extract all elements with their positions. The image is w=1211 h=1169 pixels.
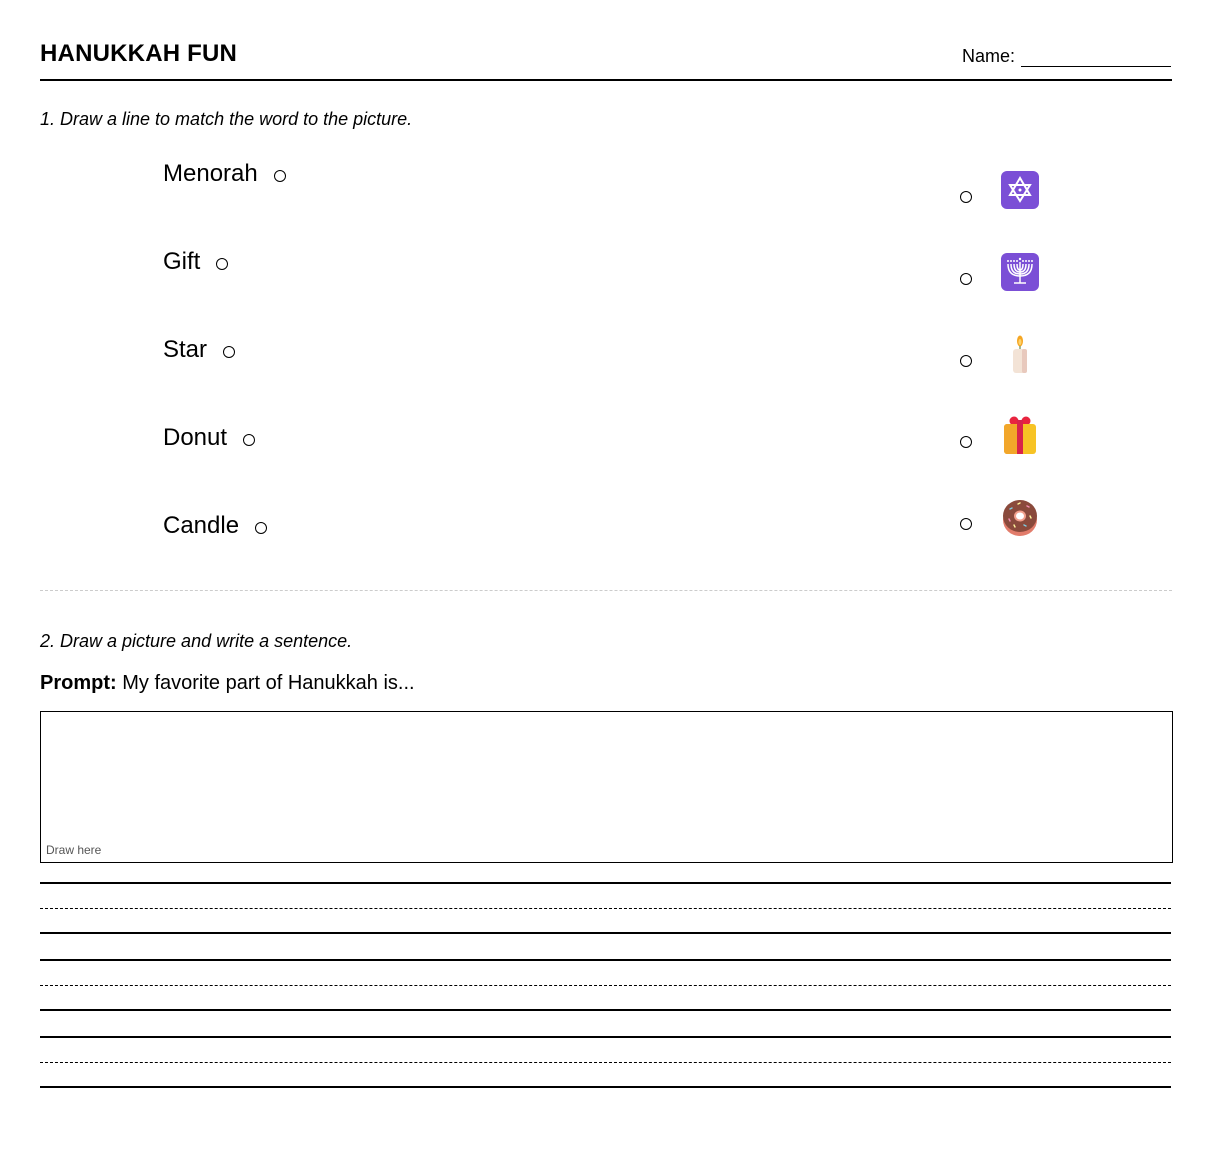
word-label: Star xyxy=(163,336,208,363)
picture-connector-dot[interactable] xyxy=(960,436,972,448)
word-connector-dot[interactable] xyxy=(255,522,267,534)
section2-instruction: 2. Draw a picture and write a sentence. xyxy=(40,631,353,651)
picture-connector-dot[interactable] xyxy=(960,355,972,367)
star-of-david-icon xyxy=(1000,170,1040,210)
match-word-menorah xyxy=(163,160,286,188)
name-field xyxy=(962,46,1171,67)
word-connector-dot[interactable] xyxy=(223,346,235,358)
word-label: Candle xyxy=(163,512,240,539)
match-word-gift xyxy=(163,248,228,276)
prompt-label: Prompt: xyxy=(40,672,117,694)
writing-line-base[interactable] xyxy=(40,1086,1171,1088)
picture-connector-dot[interactable] xyxy=(960,273,972,285)
menorah-icon xyxy=(1000,252,1040,292)
word-connector-dot[interactable] xyxy=(243,434,255,446)
word-label: Menorah xyxy=(163,160,258,187)
writing-line-top[interactable] xyxy=(40,882,1171,884)
writing-line-base[interactable] xyxy=(40,932,1171,934)
candle-icon xyxy=(1000,334,1040,374)
picture-connector-dot[interactable] xyxy=(960,518,972,530)
word-connector-dot[interactable] xyxy=(216,258,228,270)
match-word-candle xyxy=(163,512,267,540)
writing-line-top[interactable] xyxy=(40,959,1171,961)
name-label: Name: xyxy=(961,46,1015,66)
section-divider xyxy=(40,590,1172,591)
section1-instruction: 1. Draw a line to match the word to the picture. xyxy=(40,109,413,129)
draw-here-label: Draw here xyxy=(46,843,102,857)
writing-line-mid xyxy=(40,908,1171,909)
writing-line-top[interactable] xyxy=(40,1036,1171,1038)
drawing-area[interactable] xyxy=(40,711,1173,863)
name-blank-line[interactable] xyxy=(1021,50,1171,67)
picture-connector-dot[interactable] xyxy=(960,191,972,203)
match-word-donut xyxy=(163,424,255,452)
word-label: Donut xyxy=(163,424,228,451)
writing-line-mid xyxy=(40,1062,1171,1063)
match-word-star xyxy=(163,336,235,364)
worksheet-header xyxy=(40,38,1172,81)
writing-line-base[interactable] xyxy=(40,1009,1171,1011)
word-connector-dot[interactable] xyxy=(274,170,286,182)
word-label: Gift xyxy=(163,248,201,275)
writing-line-mid xyxy=(40,985,1171,986)
gift-icon xyxy=(1000,415,1040,455)
page-title: HANUKKAH FUN xyxy=(40,40,238,67)
writing-prompt xyxy=(40,672,415,695)
donut-icon xyxy=(1000,497,1040,537)
prompt-text: My favorite part of Hanukkah is... xyxy=(122,672,415,694)
